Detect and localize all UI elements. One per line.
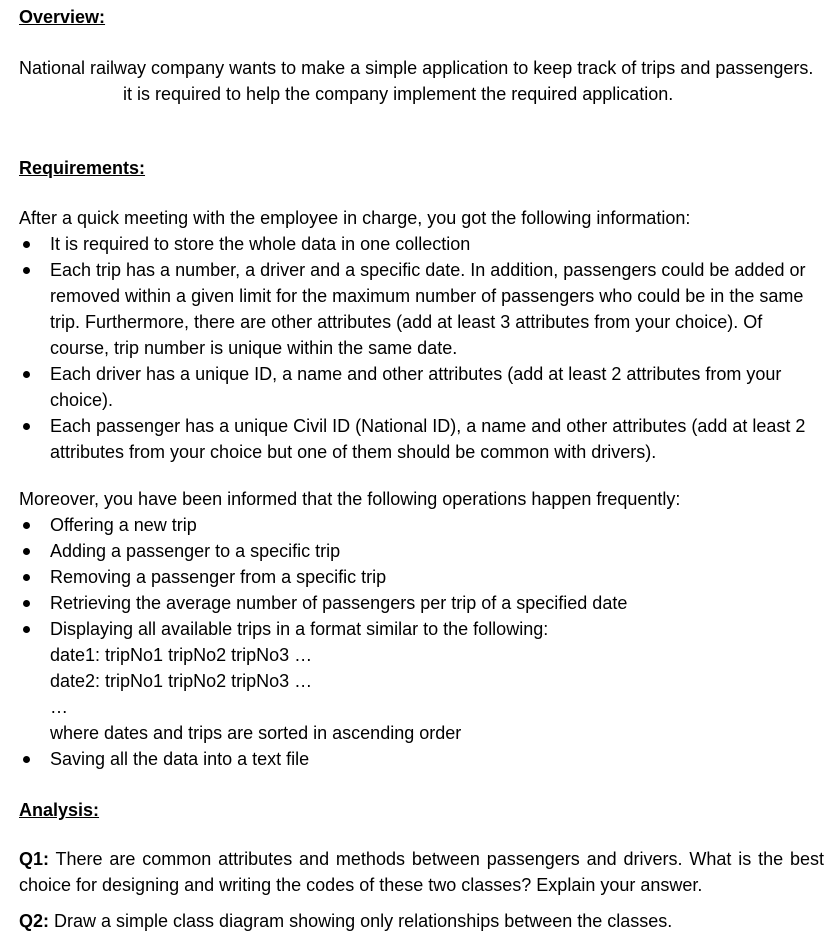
analysis-section	[19, 846, 824, 934]
requirements-intro: After a quick meeting with the employee in charge, you got the following information:	[19, 208, 691, 228]
overview-section	[19, 55, 824, 107]
list-item: Removing a passenger from a specific trip	[19, 564, 824, 590]
list-item: Adding a passenger to a specific trip	[19, 538, 824, 564]
list-item: Each passenger has a unique Civil ID (National ID), a name and other attributes (add at least 2 attributes from your choice but one of them should be common with drivers).	[19, 413, 824, 465]
format-line: where dates and trips are sorted in ascending order	[50, 723, 462, 743]
format-line: …	[50, 697, 68, 717]
question-text: There are common attributes and methods between passengers and drivers. What is the best choice for designing and writing the codes of these two classes? Explain your answer.	[19, 849, 824, 895]
overview-paragraph: National railway company wants to make a simple application to keep track of trips and passengers.	[19, 58, 814, 78]
question-2	[19, 908, 824, 934]
operations-section	[19, 486, 824, 772]
list-item: Retrieving the average number of passengers per trip of a specified date	[19, 590, 824, 616]
analysis-heading: Analysis:	[19, 800, 100, 820]
list-item: Offering a new trip	[19, 512, 824, 538]
format-line: date1: tripNo1 tripNo2 tripNo3 …	[50, 645, 313, 665]
question-1	[19, 846, 824, 898]
question-text: Draw a simple class diagram showing only relationships between the classes.	[49, 911, 673, 931]
question-label: Q1:	[19, 849, 50, 869]
overview-line2: it is required to help the company implement the required application.	[123, 84, 674, 104]
question-label: Q2:	[19, 911, 50, 931]
list-item-text: Displaying all available trips in a format similar to the following:	[50, 619, 549, 639]
operations-list	[19, 512, 824, 772]
requirements-heading: Requirements:	[19, 158, 146, 178]
list-item: Saving all the data into a text file	[19, 746, 824, 772]
list-item: Each trip has a number, a driver and a specific date. In addition, passengers could be added or removed within a given limit for the maximum number of passengers who could be in the same trip. Furthermore, there are other attributes (add at least 3 attributes from your choice). Of course, trip number is unique within the same date.	[19, 257, 824, 361]
list-item: Each driver has a unique ID, a name and other attributes (add at least 2 attributes from your choice).	[19, 361, 824, 413]
list-item	[19, 616, 824, 746]
format-line: date2: tripNo1 tripNo2 tripNo3 …	[50, 671, 313, 691]
list-item: It is required to store the whole data in one collection	[19, 231, 824, 257]
operations-intro: Moreover, you have been informed that the following operations happen frequently:	[19, 489, 681, 509]
requirements-list	[19, 231, 824, 465]
overview-heading: Overview:	[19, 7, 106, 27]
requirements-section	[19, 205, 824, 465]
